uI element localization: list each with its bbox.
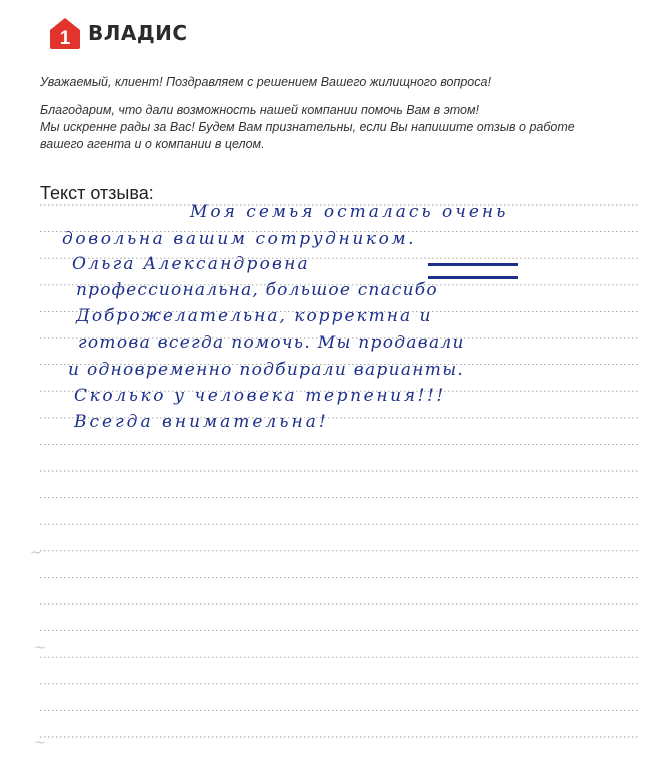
review-line-9: Всегда внимательна!	[74, 412, 329, 432]
review-line-6: готова всегда помочь. Мы продавали	[78, 333, 465, 353]
review-line-4: профессиональна, большое спасибо	[76, 280, 438, 300]
scan-mark: ~	[30, 545, 42, 561]
scan-mark: ~	[34, 640, 46, 656]
review-line-1: Моя семья осталась очень	[190, 202, 509, 222]
scan-mark: ~	[34, 735, 46, 751]
crossed-out-word	[428, 263, 518, 279]
logo-digit: 1	[59, 28, 71, 49]
brand-name: ВЛАДИС	[88, 21, 188, 45]
review-heading: Текст отзыва:	[40, 183, 154, 203]
intro-line-3: Мы искренне рады за Вас! Будем Вам признательны, если Вы напишите отзыв о работе	[40, 120, 575, 134]
review-line-7: и одновременно подбирали варианты.	[68, 360, 465, 380]
review-line-5: Доброжелательна, корректна и	[76, 306, 433, 326]
review-line-8: Сколько у человека терпения!!!	[74, 386, 446, 406]
review-line-2: довольна вашим сотрудником.	[62, 229, 417, 249]
intro-line-1: Уважаемый, клиент! Поздравляем с решением Вашего жилищного вопроса!	[40, 75, 491, 89]
intro-line-2: Благодарим, что дали возможность нашей компании помочь Вам в этом!	[40, 103, 480, 117]
review-line-3: Ольга Александровна	[72, 254, 310, 274]
intro-line-4: вашего агента и о компании в целом.	[40, 137, 265, 151]
